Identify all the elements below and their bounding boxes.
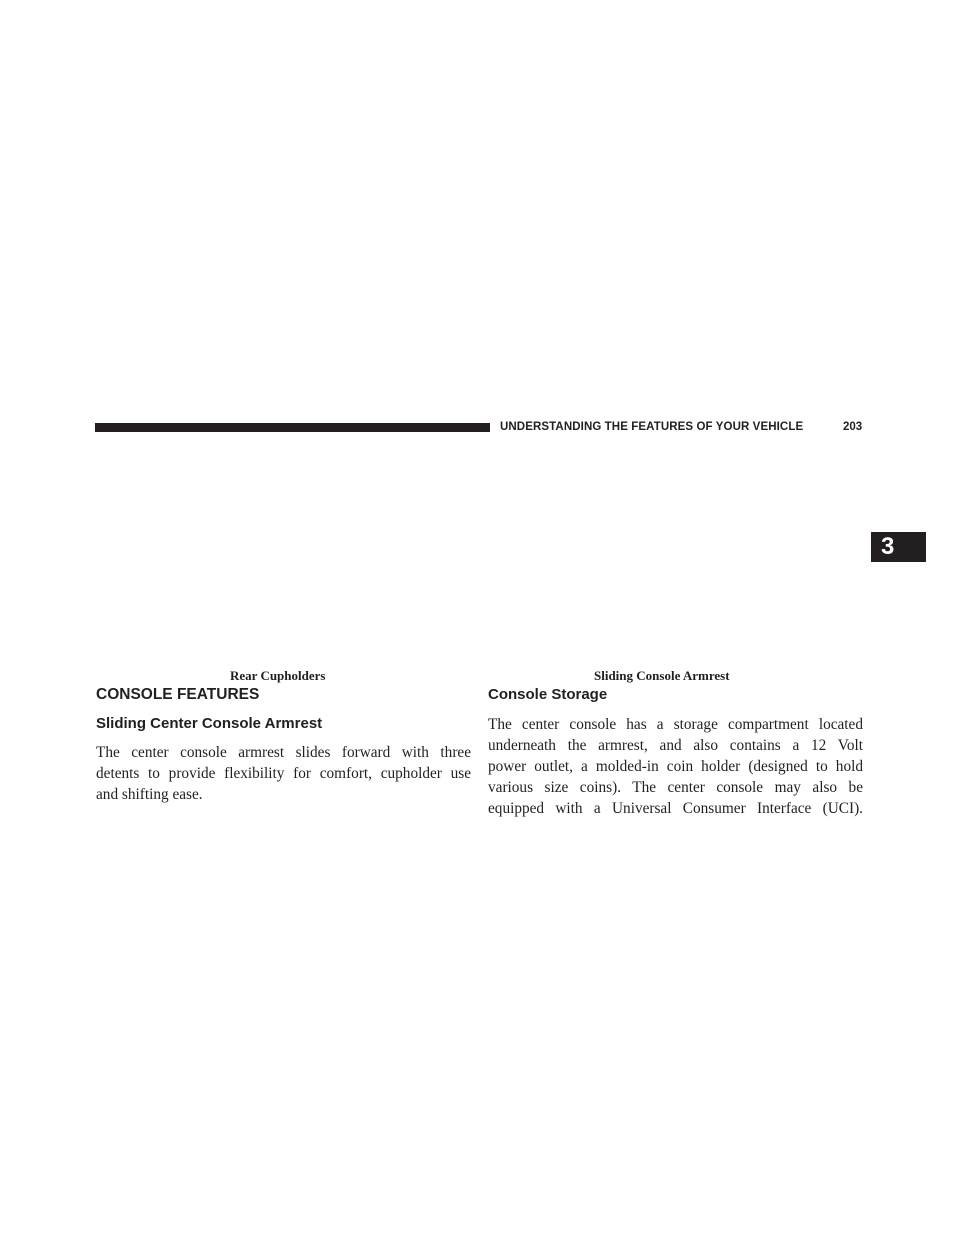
sub-heading-console-storage: Console Storage — [488, 686, 608, 703]
body-line: power outlet, a molded-in coin holder (designed to hold — [488, 758, 863, 775]
figure-caption-sliding-console-armrest: Sliding Console Armrest — [594, 668, 730, 683]
body-text-sliding-armrest — [96, 742, 471, 805]
body-line: detents to provide flexibility for comfort, cupholder use — [96, 765, 471, 782]
body-line: various size coins). The center console may also be — [488, 779, 863, 796]
figure-caption-rear-cupholders: Rear Cupholders — [230, 668, 326, 683]
section-heading-console-features: CONSOLE FEATURES — [96, 686, 260, 703]
body-line: equipped with a Universal Consumer Interface (UCI). — [488, 800, 863, 817]
body-line: underneath the armrest, and also contains a 12 Volt — [488, 737, 863, 754]
chapter-tab: 3 — [871, 532, 926, 562]
running-header-title: UNDERSTANDING THE FEATURES OF YOUR VEHICLE — [500, 421, 804, 433]
body-line: The center console has a storage compartment located — [488, 716, 863, 733]
body-line: and shifting ease. — [96, 786, 203, 803]
body-line: The center console armrest slides forward with three — [96, 744, 471, 761]
page-number: 203 — [843, 421, 863, 433]
header-rule-bar — [95, 423, 490, 432]
body-text-console-storage — [488, 714, 863, 819]
sub-heading-sliding-armrest: Sliding Center Console Armrest — [96, 715, 323, 732]
